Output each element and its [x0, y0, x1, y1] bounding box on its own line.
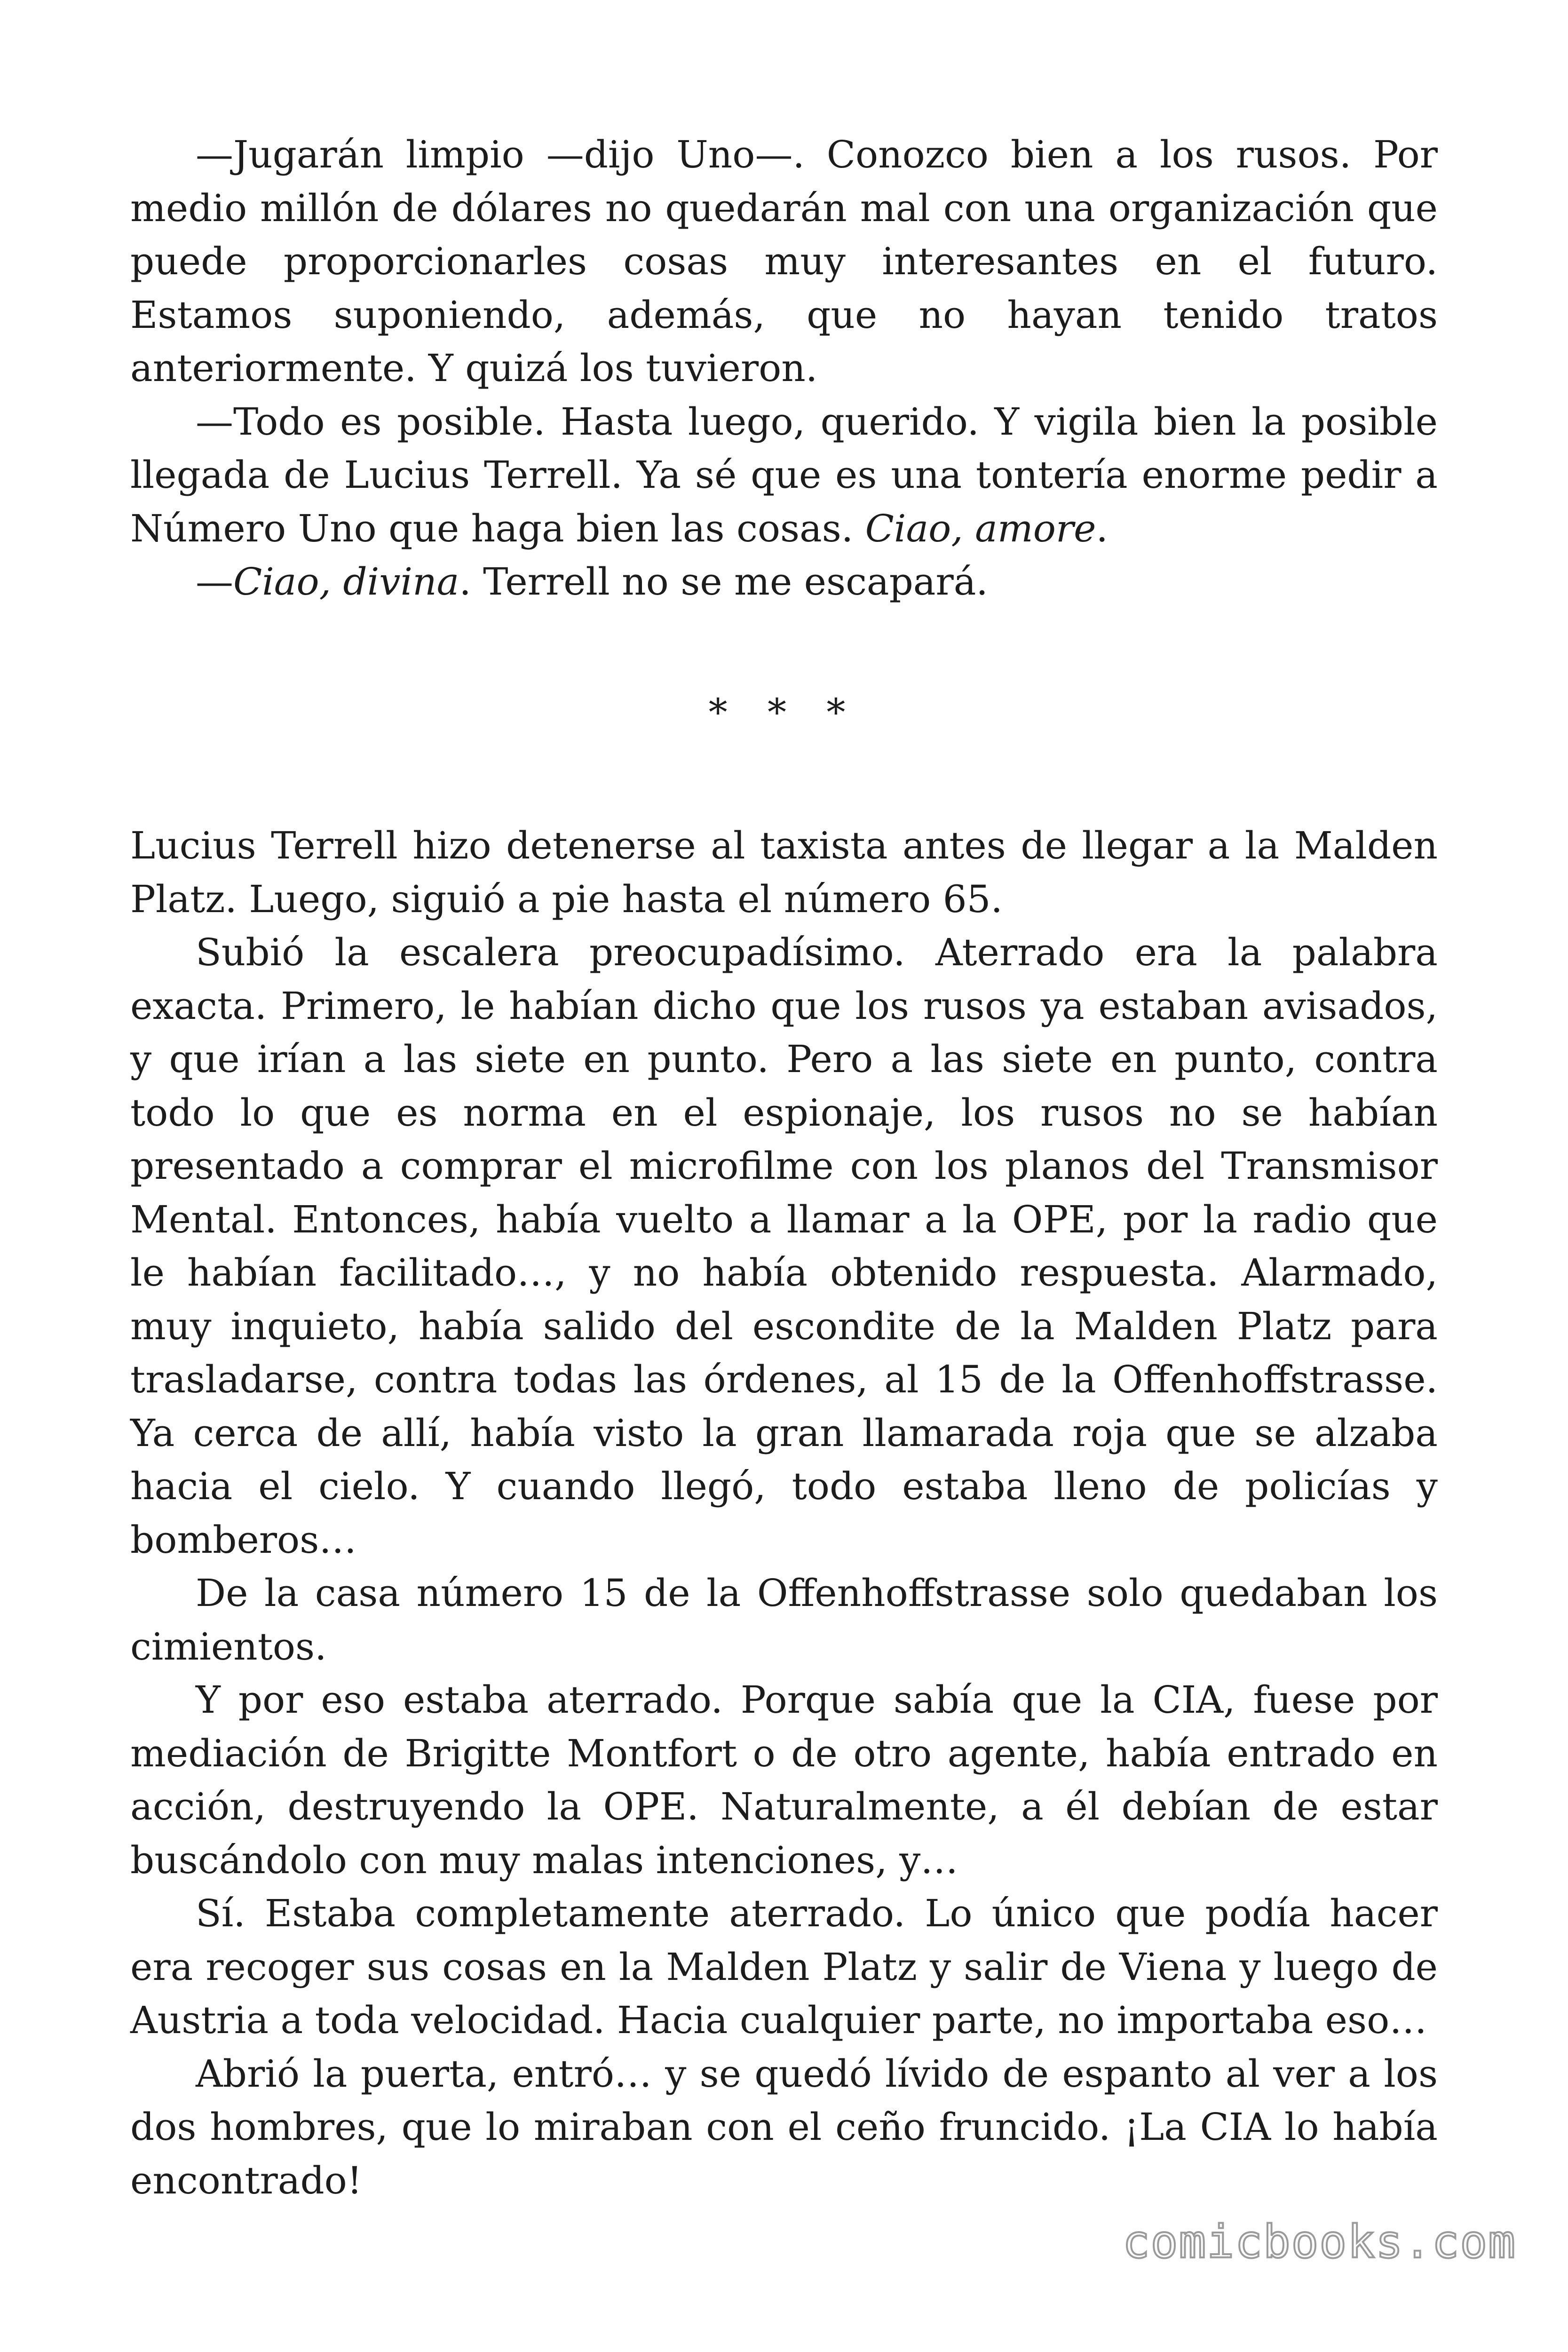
paragraph: —Jugarán limpio —dijo Uno—. Conozco bien a los rusos. Por medio millón de dólares no quedarán mal con una organización que puede proporcionarles cosas muy interesantes en el futuro. Estamos suponiendo, además, que no hayan tenido tratos anteriormente. Y quizá los tuvieron. [130, 133, 1438, 390]
paragraph: De la casa número 15 de la Offenhoffstrasse solo quedaban los cimientos. [130, 1571, 1438, 1669]
paragraph [130, 395, 1438, 556]
italic-phrase: Ciao, amore [865, 506, 1096, 550]
paragraph: Abrió la puerta, entró… y se quedó lívido de espanto al ver a los dos hombres, que lo miraban con el ceño fruncido. ¡La CIA lo había encontrado! [130, 2051, 1438, 2202]
italic-phrase: Ciao, divina [233, 560, 459, 604]
paragraph: Subió la escalera preocupadísimo. Aterrado era la palabra exacta. Primero, le habían dicho que los rusos ya estaban avisados, y que irían a las siete en punto. Pero a las siete en punto, contra todo lo que es norma en el espionaje, los rusos no se habían presentado a comprar el microfilme con los planos del Transmisor Mental. Entonces, había vuelto a llamar a la OPE, por la radio que le habían facilitado…, y no había obtenido respuesta. Alarmado, muy inquieto, había salido del escondite de la Malden Platz para trasladarse, contra todas las órdenes, al 15 de la Offenhoffstrasse. Ya cerca de allí, había visto la gran llamarada roja que se alzaba hacia el cielo. Y cuando llegó, todo estaba lleno de policías y bomberos… [130, 930, 1438, 1562]
section-separator: * * * [708, 690, 860, 734]
paragraph [130, 555, 1438, 609]
paragraph: Y por eso estaba aterrado. Porque sabía que la CIA, fuese por mediación de Brigitte Montfort o de otro agente, había entrado en acción, destruyendo la OPE. Naturalmente, a él debían de estar buscándolo con muy malas intenciones, y… [130, 1678, 1438, 1882]
paragraph: Lucius Terrell hizo detenerse al taxista antes de llegar a la Malden Platz. Luego, siguió a pie hasta el número 65. [130, 824, 1438, 921]
paragraph-text: —Todo es posible. Hasta luego, querido. Y vigila bien la posible llegada de Lucius Terrell. Ya sé que es una tontería enorme pedir a Número Uno que haga bien las cosas. [130, 399, 1438, 550]
paragraph-text: . [1096, 506, 1108, 550]
paragraph-text: — [196, 560, 233, 604]
page-body [130, 128, 1438, 2207]
paragraph: Sí. Estaba completamente aterrado. Lo único que podía hacer era recoger sus cosas en la Malden Platz y salir de Viena y luego de Austria a toda velocidad. Hacia cualquier parte, no importaba eso… [130, 1891, 1438, 2042]
paragraph-text: . Terrell no se me escapará. [459, 560, 988, 604]
watermark: comicbooks.com [1122, 2216, 1516, 2268]
